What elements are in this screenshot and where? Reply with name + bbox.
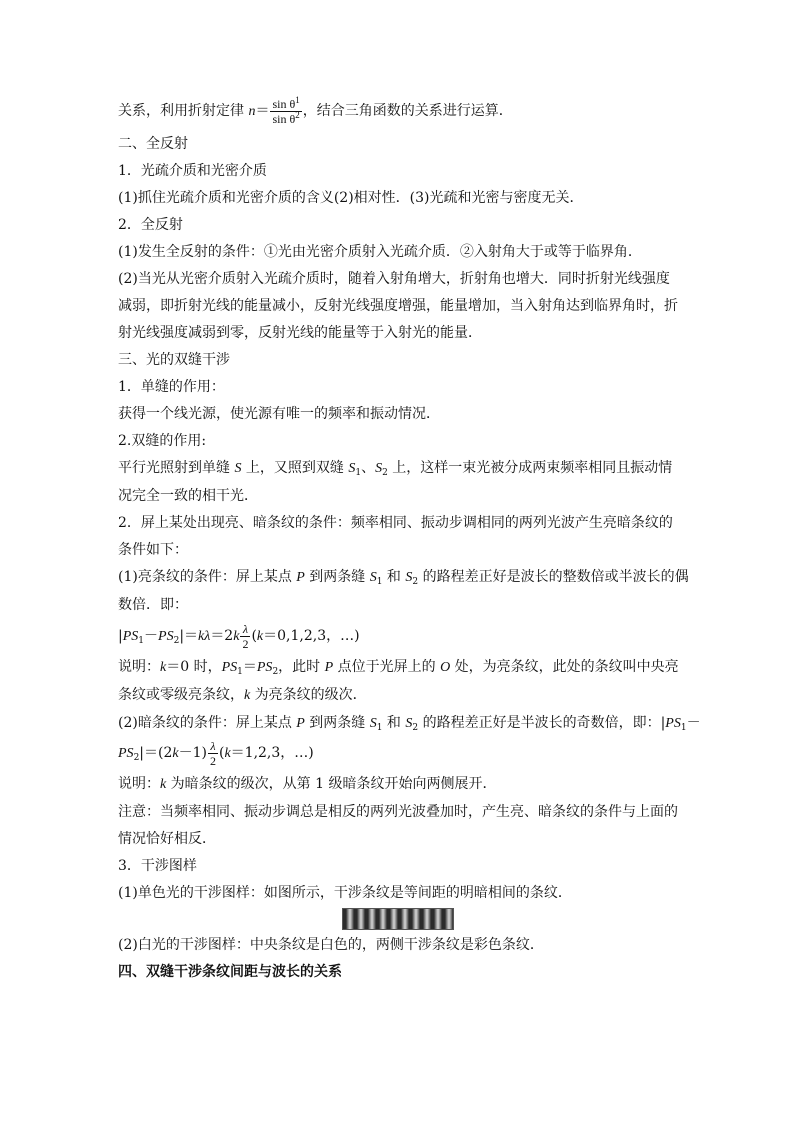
- symbol-PS: PS: [158, 629, 174, 644]
- section-heading-fringe-spacing: 四、双缝干涉条纹间距与波长的关系: [118, 964, 342, 980]
- text-line: [118, 96, 678, 126]
- paragraph-line: (1)抓住光疏介质和光密介质的含义(2)相对性．(3)光疏和光密与密度无关．: [118, 190, 584, 206]
- paragraph-line: (2)白光的干涉图样：中央条纹是白色的，两侧干涉条纹是彩色条纹．: [118, 937, 544, 953]
- text-segment: |＝(2: [139, 745, 173, 761]
- paragraph-line: 条件如下：: [118, 542, 188, 558]
- text-segment: 点位于光屏上的: [333, 659, 441, 675]
- paragraph-line: 获得一个线光源，使光源有唯一的频率和振动情况．: [118, 406, 440, 422]
- symbol-S: S: [234, 461, 242, 476]
- text-segment: 上，又照到双缝: [241, 460, 349, 476]
- fraction-denominator: 2: [209, 753, 216, 768]
- text-segment: 的路程差正好是半波长的奇数倍，即：|: [418, 715, 666, 731]
- paragraph-line: [118, 775, 678, 794]
- refraction-fraction: [270, 94, 301, 126]
- text-segment: (1)亮条纹的条件：屏上某点: [118, 569, 297, 585]
- figure-container: [118, 908, 678, 930]
- text-segment: 上，这样一束光被分成两束频率相同且振动情: [387, 460, 673, 476]
- fraction-denominator: 2: [242, 636, 249, 651]
- symbol-S1: S: [369, 716, 377, 731]
- fraction-numerator: λ: [240, 622, 250, 637]
- subscript: 1: [237, 667, 243, 677]
- subscript: 1: [376, 577, 383, 587]
- text-segment: |＝: [179, 628, 199, 644]
- fraction-numerator: λ: [208, 739, 218, 754]
- symbol-k: k: [224, 746, 231, 761]
- subscript: 1: [376, 723, 383, 733]
- text-segment: 到两条缝: [304, 715, 370, 731]
- text-segment: 和: [382, 715, 406, 731]
- subsection-heading: 1．单缝的作用：: [118, 379, 225, 395]
- paragraph-line: 注意：当频率相同、振动步调总是相反的两列光波叠加时，产生亮、暗条纹的条件与上面的: [118, 804, 678, 820]
- subscript: 2: [382, 468, 388, 478]
- text-segment: 到两条缝: [304, 569, 370, 585]
- paragraph-line: 数倍．即：: [118, 597, 188, 613]
- subscript: 2: [272, 667, 279, 677]
- symbol-k: k: [160, 777, 167, 792]
- subscript: 1: [138, 636, 145, 646]
- subsection-heading: 1．光疏介质和光密介质: [118, 163, 267, 179]
- paragraph-line: 2．屏上某处出现亮、暗条纹的条件：频率相同、振动步调相同的两列光波产生亮暗条纹的: [118, 515, 673, 531]
- formula-dark-fringe: [118, 737, 678, 769]
- text-segment: 的路程差正好是波长的整数倍或半波长的偶: [418, 569, 689, 585]
- symbol-PS: PS: [256, 660, 273, 675]
- paragraph-line: [118, 568, 689, 587]
- symbol-S1: S: [369, 570, 377, 585]
- paragraph-line: (2)当光从光密介质射入光疏介质时，随着入射角增大，折射角也增大．同时折射光线强度: [118, 271, 670, 287]
- text-segment: 为暗条纹的级次，从第 1 级暗条纹开始向两侧展开．: [166, 776, 497, 792]
- symbol-P: P: [296, 716, 305, 731]
- symbol-k: k: [172, 746, 179, 761]
- symbol-PS: PS: [221, 660, 238, 675]
- text-segment: 关系，利用折射定律: [118, 103, 249, 119]
- text-segment: ，此时: [278, 659, 325, 675]
- fraction-denominator-sup: 2: [295, 109, 300, 120]
- text-segment: －: [686, 715, 701, 731]
- symbol-P: P: [296, 570, 305, 585]
- paragraph-line: [118, 658, 678, 677]
- interference-fringe-image: [342, 908, 454, 930]
- text-segment: 和: [382, 569, 406, 585]
- lambda-half-fraction: [208, 739, 218, 768]
- text-segment: ＝1,2,3，…): [230, 745, 314, 761]
- paragraph-line: 减弱，即折射光线的能量减小，反射光线强度增强，能量增加，当入射角达到临界角时，折: [118, 298, 678, 314]
- paragraph-line: (1)发生全反射的条件：①光由光密介质射入光疏介质．②入射角大于或等于临界角．: [118, 244, 642, 260]
- symbol-S2: S: [405, 716, 413, 731]
- text-segment: ＝: [242, 659, 257, 675]
- paragraph-line: 情况恰好相反．: [118, 831, 216, 847]
- subscript: 2: [412, 577, 419, 587]
- text-segment: ＝0,1,2,3，…): [263, 628, 360, 644]
- subscript: 2: [412, 723, 419, 733]
- subscript: 2: [173, 636, 180, 646]
- symbol-k-lambda: kλ: [198, 629, 211, 644]
- symbol-k: k: [160, 660, 167, 675]
- symbol-PS: PS: [122, 629, 139, 644]
- symbol-n: n: [248, 104, 256, 119]
- paragraph-line: [118, 714, 701, 733]
- text-segment: ＝: [255, 103, 270, 119]
- symbol-k: k: [244, 688, 251, 703]
- symbol-k: k: [256, 629, 264, 644]
- lambda-half-fraction: [240, 622, 250, 651]
- symbol-S2: S: [375, 461, 383, 476]
- subscript: 1: [355, 468, 362, 478]
- text-segment: |: [118, 628, 123, 644]
- text-segment: 说明：: [118, 776, 160, 792]
- paragraph-line: [118, 459, 678, 478]
- text-segment: 为亮条纹的级次．: [250, 687, 367, 703]
- subsection-heading: 3．干涉图样: [118, 858, 197, 874]
- fraction-denominator: sin θ: [272, 111, 296, 126]
- symbol-P: P: [324, 660, 334, 675]
- paragraph-line: 射光线强度减弱到零，反射光线的能量等于入射光的能量．: [118, 325, 482, 341]
- paragraph-line: [118, 686, 678, 705]
- subsection-heading: 2．全反射: [118, 217, 183, 233]
- subsection-heading: 2.双缝的作用:: [118, 433, 207, 449]
- section-heading-total-reflection: 二、全反射: [118, 136, 188, 152]
- text-segment: ＝0 时，: [166, 659, 222, 675]
- fraction-numerator: sin θ: [272, 96, 296, 111]
- subscript: 1: [680, 723, 687, 733]
- text-segment: (: [251, 628, 257, 644]
- text-segment: －: [144, 628, 159, 644]
- symbol-PS: PS: [118, 746, 134, 761]
- subscript: 2: [133, 753, 140, 763]
- text-segment: 、: [361, 460, 376, 476]
- text-segment: 处，为亮条纹，此处的条纹叫中央亮: [450, 659, 679, 675]
- text-segment: ，结合三角函数的关系进行运算．: [302, 103, 513, 119]
- formula-bright-fringe: [118, 620, 678, 652]
- fraction-numerator-sup: 1: [295, 94, 300, 105]
- section-heading-double-slit: 三、光的双缝干涉: [118, 352, 230, 368]
- text-segment: 说明：: [118, 659, 160, 675]
- symbol-O: O: [440, 660, 451, 675]
- text-segment: 条纹或零级亮条纹，: [118, 687, 244, 703]
- paragraph-line: (1)单色光的干涉图样：如图所示，干涉条纹是等间距的明暗相间的条纹．: [118, 885, 572, 901]
- document-page: [118, 94, 701, 981]
- paragraph-line: 况完全一致的相干光．: [118, 488, 258, 504]
- symbol-S1: S: [348, 461, 356, 476]
- symbol-S2: S: [405, 570, 413, 585]
- symbol-PS: PS: [665, 716, 681, 731]
- text-segment: 平行光照射到单缝: [118, 460, 235, 476]
- symbol-k: k: [233, 629, 240, 644]
- text-segment: (: [218, 745, 225, 761]
- text-segment: ＝2: [210, 628, 234, 644]
- text-segment: －1): [178, 745, 207, 761]
- text-segment: (2)暗条纹的条件：屏上某点: [118, 715, 297, 731]
